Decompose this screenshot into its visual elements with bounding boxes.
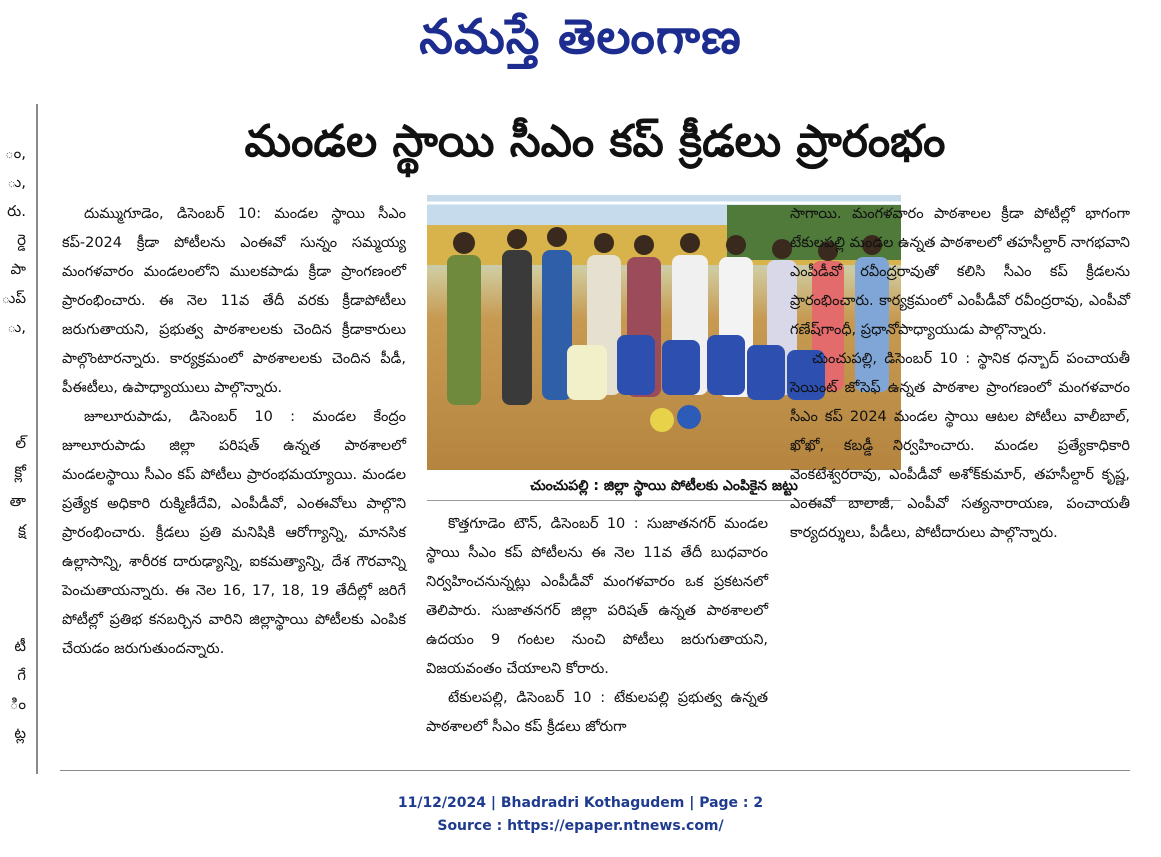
left-edge-fragments — [0, 138, 30, 747]
edge-fragment: ట్ల — [14, 724, 26, 742]
edge-fragment: ు, — [7, 318, 26, 336]
footer-date-edition: 11/12/2024 | Bhadradri Kothagudem | Page : 2 — [397, 795, 764, 811]
paragraph-kothagudem: కొత్తగూడెం టౌన్, డిసెంబర్ 10 : సుజాతనగర్ మండల స్థాయి సీఎం కప్ పోటీలను ఈ నెల 11వ తేదీ బుధవారం నిర్వహించనున్నట్లు ఎంపీడీవో మంగళవారం ఒక ప్రకటనలో తెలిపారు. సుజాతనగర్ జిల్లా పరిషత్ ఉన్నత పాఠశాలలో ఉదయం 9 గంటల నుంచి పోటీలు జరుగుతాయని, విజయవంతం చేయాలని కోరారు. — [426, 516, 768, 677]
edge-fragment: పా — [10, 260, 26, 278]
edge-fragment — [0, 370, 30, 399]
edge-fragment: ల్ — [15, 434, 26, 452]
edge-fragment: ిం — [9, 695, 26, 713]
edge-fragment — [0, 602, 30, 631]
edge-fragment: టీ — [14, 637, 26, 655]
edge-fragment — [0, 544, 30, 573]
paragraph-tekulapalli: టేకులపల్లి, డిసెంబర్ 10 : టేకులపల్లి ప్రభుత్వ ఉన్నత పాఠశాలలో సీఎం కప్ క్రీడలు జోరుగా — [426, 690, 768, 735]
edge-fragment: ం, — [4, 144, 26, 162]
edge-fragment — [0, 341, 30, 370]
edge-fragment: రు. — [7, 202, 26, 220]
edge-fragment: క్ష — [18, 521, 26, 539]
article-bottom-rule — [60, 770, 1130, 771]
edge-fragment: గే — [17, 666, 26, 684]
edge-fragment: తా — [9, 492, 26, 510]
article-column-1 — [62, 200, 406, 770]
paragraph-tekulapalli-cont: సాగాయి. మంగళవారం పాఠశాలల క్రీడా పోటీల్లో భాగంగా టేకులపల్లి మండల ఉన్నత పాఠశాలలో తహసీల్దార్ నాగభవాని ఎంపీడీవో రవీంద్రరావుతో కలిసి సీఎం కప్ క్రీడలను ప్రారంభించారు. కార్యక్రమంలో ఎంపీడీవో రవీంద్రరావు, ఎంపీవో గణేష్‌గాంధీ, ప్రధానోపాధ్యాయుడు పాల్గొన్నారు. — [790, 206, 1130, 338]
article-column-3 — [790, 200, 1130, 760]
edge-fragment — [0, 573, 30, 602]
edge-fragment: ు, — [7, 173, 26, 191]
paragraph-chunchupalli: చుంచుపల్లి, డిసెంబర్ 10 : స్థానిక ధన్బాద్ పంచాయతీ సెయింట్ జోసెఫ్ ఉన్నత పాఠశాల ప్రాంగణంలో మంగళవారం సీఎం కప్ 2024 మండల స్థాయి ఆటల పోటీలు వాలీబాల్, ఖోఖో, కబడ్డీ నిర్వహించారు. మండల ప్రత్యేకాధికారి వెంకటేశ్వరరావు, ఎంపీడీవో అశోక్‌కుమార్, తహసీల్దార్ కృష్ణ, ఎంఈవో బాలాజీ, ఎంపీవో సత్యనారాయణ, పంచాయతీ కార్యదర్శులు, పీడీలు, పోటీదారులు పాల్గొన్నారు. — [790, 351, 1130, 541]
column-rule-left — [36, 104, 38, 774]
edge-fragment: ర్డె — [17, 231, 26, 249]
article-column-2 — [426, 510, 768, 760]
paragraph-dummugudem: దుమ్ముగూడెం, డిసెంబర్ 10: మండల స్థాయి సీఎం కప్-2024 క్రీడా పోటీలను ఎంఈవో సున్నం సమ్మయ్య మంగళవారం మండలంలోని ములకపాడు క్రీడా ప్రాంగణంలో ప్రారంభించారు. ఈ నెల 11వ తేదీ వరకు క్రీడాపోటీలు జరుగుతాయని, ప్రభుత్వ పాఠశాలలకు చెందిన క్రీడాకారులు పాల్గొంటారన్నారు. కార్యక్రమంలో పాఠశాలలకు చెందిన పీడీ, పీఈటీలు, ఉపాధ్యాయులు పాల్గొన్నారు. — [62, 206, 406, 396]
paragraph-julurupadu: జూలూరుపాడు, డిసెంబర్ 10 : మండల కేంద్రం జూలూరుపాడు జిల్లా పరిషత్ ఉన్నత పాఠశాలలో మండలస్థాయి సీఎం కప్ పోటీలు ప్రారంభమయ్యాయి. మండల ప్రత్యేక అధికారి రుక్మిణీదేవి, ఎంపీడీవో, ఎంఈవోలు పాల్గొని ప్రారంభించారు. క్రీడలు ప్రతి మనిషికి ఆరోగ్యాన్ని, మానసిక ఉల్లాసాన్ని, శారీరక దారుఢ్యాన్ని, ఐకమత్యాన్ని, దేశ గౌరవాన్ని పెంచుతాయన్నారు. ఈ నెల 16, 17, 18, 19 తేదీల్లో జరిగే పోటీల్లో ప్రతిభ కనబర్చిన వారిని జిల్లాస్థాయి పోటీలకు ఎంపిక చేయడం జరుగుతుందన్నారు. — [62, 409, 406, 657]
edge-fragment — [0, 399, 30, 428]
masthead: నమస్తే తెలంగాణ — [419, 9, 742, 65]
edge-fragment: క్లో — [14, 463, 26, 481]
photo-caption: చుంచుపల్లి : జిల్లా స్థాయి పోటీలకు ఎంపికైన జట్టు — [427, 472, 901, 501]
footer-source-link[interactable]: Source : https://epaper.ntnews.com/ — [437, 818, 724, 834]
headline: మండల స్థాయి సీఎం కప్ క్రీడలు ప్రారంభం — [244, 116, 946, 167]
edge-fragment: ుప్ — [1, 289, 26, 307]
